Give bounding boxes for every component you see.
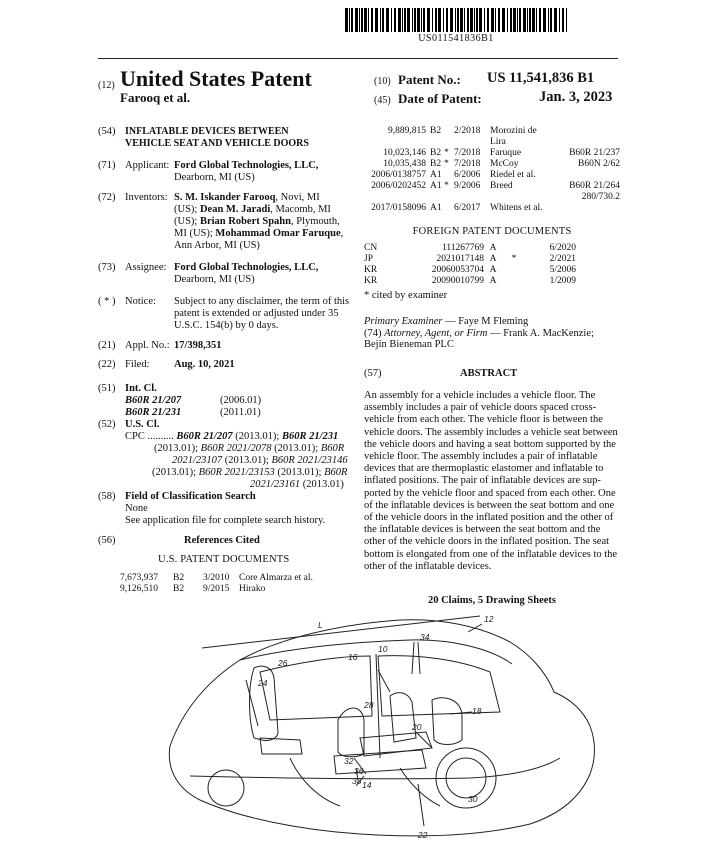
ref-row: 10,023,146 B2 * 7/2018 Faruque B60R 21/237	[383, 148, 620, 158]
abstract-line: the vehicle doors and having a seat bottom supported by the	[364, 438, 616, 450]
attorney-line-2: Bejin Bieneman PLC	[364, 339, 454, 350]
abstract-line: An assembly for a vehicle includes a vehicle floor. The	[364, 390, 596, 401]
ref-numeral: 34	[420, 632, 430, 642]
airbag-left	[338, 708, 364, 757]
assignee-section: (73) Assignee: Ford Global Technologies, LLC, Dearborn, MI (US)	[98, 262, 319, 285]
patent-number: US 11,541,836 B1	[487, 70, 595, 86]
date-label: Date of Patent:	[398, 91, 482, 106]
refs-section: (56) References Cited U.S. PATENT DOCUMENTS 7,673,937 B2 3/2010 Core Almarza et al. 9,126,510 B2 9/2015 Hirako	[98, 535, 358, 595]
us-refs-left	[120, 573, 360, 595]
foreign-ref-row: CN 111267769 A 6/2020	[364, 243, 576, 253]
ref-numeral: 14	[362, 780, 372, 790]
left-column	[98, 126, 358, 595]
label-10: (10)	[374, 76, 391, 87]
intcl-section: (51) Int. Cl. B60R 21/207 (2006.01) B60R 21/231 (2011.01)	[98, 383, 262, 418]
inventors-section: (72) Inventors: S. M. Iskander Farooq, Novi, MI (US); Dean M. Jaradi, Macomb, MI (US); Brian Robert Spahn, Plymouth, MI (US); Mohammad Omar Faruque, Ann Arbor, MI (US)	[98, 192, 344, 251]
ref-numeral: 18	[472, 706, 482, 716]
ref-numeral: 12	[484, 614, 494, 624]
abstract-heading: (57) ABSTRACT	[364, 368, 518, 379]
barcode-number: US011541836B1	[418, 33, 494, 44]
ref-numeral: 16	[348, 652, 358, 662]
abstract-line: assembly includes a pair of vehicle doors spaced cross-	[364, 402, 597, 414]
ref-row: 2017/0158096 A1 6/2017 Whitens et al.	[371, 203, 543, 213]
foreign-ref-row: KR 20090010799 A 1/2009	[364, 276, 576, 286]
label-12: (12)	[98, 80, 115, 91]
abstract-line: inflated positions. The pair of inflatable devices are sup-	[364, 475, 601, 487]
ref-numeral: 30	[468, 794, 478, 804]
abstract-line: other of the vehicle doors in the inflated position. The seat	[364, 536, 610, 548]
barcode	[345, 8, 567, 32]
abstract-text	[364, 390, 620, 573]
abstract-line: other of the inflatable devices.	[364, 560, 492, 572]
examiner-line: Primary Examiner — Faye M Fleming	[364, 316, 529, 327]
uscl-section: (52) U.S. Cl. CPC .......... B60R 21/207 (2013.01); B60R 21/231 (2013.01); B60R 2021/2078 (2013.01); B60R 2021/23107 (2013.01); B60R 2021/23146 (2013.01); B60R 2021/23153 (2013.01); B60R 2021/23161 (2013.01)	[98, 419, 348, 490]
ref-numeral: 22	[418, 830, 428, 840]
ref-row: 9,889,815 B2 2/2018 Morozini de Lira	[388, 126, 537, 147]
foreign-ref-row: JP 2021017148 A * 2/2021	[364, 254, 576, 264]
doc-title: United States Patent	[120, 66, 312, 91]
abstract-line: the inflatable devices is between the seat bottom and the	[364, 524, 601, 536]
abstract-line: of the vehicle doors in the inflated position and the other of	[364, 512, 614, 524]
filed-date: Aug. 10, 2021	[174, 359, 235, 370]
title-section: (54) INFLATABLE DEVICES BETWEEN VEHICLE SEAT AND VEHICLE DOORS	[98, 126, 309, 149]
ref-numeral: 36	[354, 766, 364, 776]
airbag-right	[432, 698, 462, 745]
foreign-label: FOREIGN PATENT DOCUMENTS	[412, 226, 572, 237]
abstract-line: of the inflatable devices is between the seat bottom and one	[364, 499, 615, 511]
ref-numeral: 20	[412, 722, 422, 732]
us-refs-right	[364, 126, 620, 214]
abstract-line: bottom is elongated from one of the inflatable devices to the	[364, 548, 618, 560]
ref-numeral: 32	[344, 756, 354, 766]
abstract-line: ported by the vehicle floor and spaced from each other. One	[364, 487, 616, 499]
claims-line: 20 Claims, 5 Drawing Sheets	[427, 595, 557, 607]
vehicle-drawing	[150, 608, 600, 840]
invention-title-1: INFLATABLE DEVICES BETWEEN	[125, 126, 289, 137]
abstract-line: vehicle floor. The assembly includes a pair of inflatable	[364, 451, 598, 463]
ref-row: 7,673,937 B2 3/2010 Core Almarza et al.	[120, 573, 313, 583]
appl-no: 17/398,351	[174, 340, 222, 351]
cited-by-examiner: * cited by examiner	[364, 290, 448, 301]
ref-numeral: 38	[352, 776, 362, 786]
attorney-line: (74) Attorney, Agent, or Firm — Frank A. MacKenzie;	[364, 328, 594, 339]
ref-row: 280/730.2	[581, 192, 620, 202]
abstract-line: vehicle doors. The assembly includes a vehicle seat between	[364, 426, 618, 438]
applicant-name: Ford Global Technologies, LLC,	[174, 160, 319, 171]
ref-row: 2006/0138757 A1 6/2006 Riedel et al.	[371, 170, 536, 180]
field-section: (58) Field of Classification Search None See application file for complete search history.	[98, 491, 326, 526]
foreign-refs	[364, 243, 620, 287]
appl-section: (21) Appl. No.: 17/398,351	[98, 340, 222, 351]
ref-row: 10,035,438 B2 * 7/2018 McCoy B60N 2/62	[383, 159, 620, 169]
label-45: (45)	[374, 95, 391, 106]
abstract-line: devices that are thermoplastic elastomer and inflatable to	[364, 463, 604, 475]
abstract-line: vehicle from each other. The vehicle floor is between the	[364, 414, 603, 426]
patent-no-label: Patent No.:	[398, 72, 461, 87]
applicant-section: (71) Applicant: Ford Global Technologies, LLC, Dearborn, MI (US)	[98, 160, 319, 183]
ref-numeral: 10	[378, 644, 388, 654]
ref-numeral: 26	[278, 658, 288, 668]
ref-row: 2006/0202452 A1 * 9/2006 Breed B60R 21/264	[371, 181, 620, 191]
filed-section: (22) Filed: Aug. 10, 2021	[98, 359, 235, 370]
assignee-name: Ford Global Technologies, LLC,	[174, 262, 319, 273]
header-rule	[98, 58, 618, 59]
invention-title-2: VEHICLE SEAT AND VEHICLE DOORS	[125, 138, 309, 149]
ref-numeral: 28	[364, 700, 374, 710]
inventor-short: Farooq et al.	[120, 90, 191, 105]
notice-section: ( * ) Notice: Subject to any disclaimer, the term of this patent is extended or adjusted under 35 U.S.C. 154(b) by 0 days.	[98, 296, 350, 331]
ref-row: 9,126,510 B2 9/2015 Hirako	[120, 584, 266, 594]
patent-date: Jan. 3, 2023	[539, 89, 613, 105]
foreign-ref-row: KR 20060053704 A 5/2006	[364, 265, 576, 275]
ref-numeral: 24	[258, 678, 268, 688]
ref-numeral: L	[318, 620, 323, 630]
right-column	[364, 126, 620, 606]
